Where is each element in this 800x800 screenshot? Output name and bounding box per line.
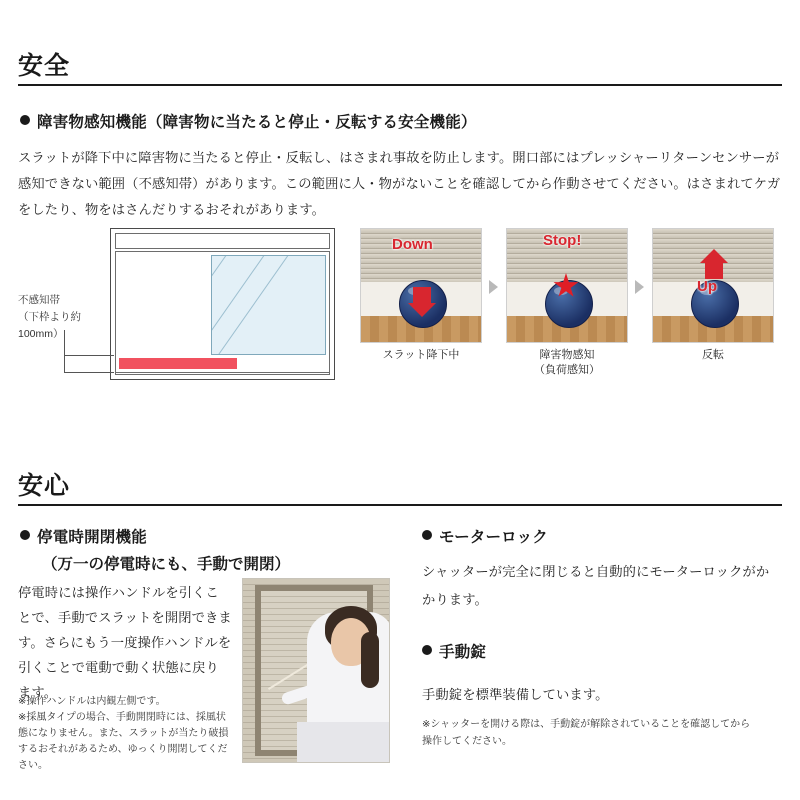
photo2-caption: 障害物感知 （負荷感知） (534, 349, 600, 376)
leader-line-vertical (64, 330, 65, 372)
bullet-dot-icon (20, 115, 30, 125)
bullet-dot-icon-4 (422, 645, 432, 655)
bullet-heading-obstacle-detection: 障害物感知機能（障害物に当たると停止・反転する安全機能） (20, 110, 477, 132)
photo-manual-operation (242, 578, 390, 763)
bullet-heading-power-failure-sub: （万一の停電時にも、手動で開閉） (42, 556, 291, 573)
woman-hair-side (361, 632, 379, 688)
section-rule-safety (18, 84, 782, 86)
bullet-heading-manual-lock: 手動錠 (422, 640, 486, 662)
power-failure-paragraph: 停電時には操作ハンドルを引くことで、手動でスラットを開閉できます。さらにもう一度操作ハンドルを引くことで電動で動く状態に戻ります。 (18, 585, 232, 700)
photo1-caption: スラット降下中 (382, 349, 460, 361)
section-heading-safety: 安全 (18, 52, 71, 80)
woman-skirt (297, 722, 389, 762)
diagram-base-line (115, 372, 330, 373)
bullet-heading-power-failure: 停電時開閉機能 (20, 525, 147, 547)
leader-line-h2 (64, 372, 114, 373)
manual-lock-paragraph: 手動錠を標準装備しています。 (422, 687, 609, 702)
power-failure-note-1: ※操作ハンドルは内観左側です。 (18, 696, 166, 707)
section-rule-relief (18, 504, 782, 506)
bullet-dot-icon-2 (20, 530, 30, 540)
photo3-caption: 反転 (702, 349, 724, 361)
photo3-arrow-shaft (705, 263, 723, 279)
diagram-slat-box (115, 233, 330, 249)
window-diagram (110, 228, 335, 380)
photo2-overlay-label: Stop! (543, 232, 582, 249)
safety-paragraph: スラットが降下中に障害物に当たると停止・反転し、はさまれ事故を防止します。開口部にはプレッシャーリターンセンサーが感知できない範囲（不感知帯）があります。この範囲に人・物がないことを確認してから作動させてください。はさまれてケガをしたり、物をはさんだりするおそれがあります。 (18, 150, 781, 217)
motor-lock-paragraph: シャッターが完全に閉じると自動的にモーターロックがかかります。 (422, 564, 770, 607)
diagram-glass (211, 255, 326, 355)
arrow-down-icon (408, 303, 436, 317)
bullet-heading-motor-lock: モーターロック (422, 525, 548, 547)
chevron-right-icon-1 (489, 280, 498, 294)
arrow-up-icon (700, 249, 728, 263)
photo3-overlay-label: Up (697, 278, 717, 295)
leader-line-h1 (64, 355, 114, 356)
photo1-overlay-label: Down (392, 236, 433, 253)
manual-lock-note: ※シャッターを開ける際は、手動錠が解除されていることを確認してから操作してください。 (422, 719, 751, 747)
power-failure-note-2: ※採風タイプの場合、手動開閉時には、採風状態になりません。また、スラットが当たり破損するおそれがあるため、ゆっくり開閉してください。 (18, 712, 229, 771)
chevron-right-icon-2 (635, 280, 644, 294)
section-heading-relief: 安心 (18, 472, 71, 500)
bullet-dot-icon-3 (422, 530, 432, 540)
photo1-arrow-shaft (413, 287, 431, 303)
diagram-dead-zone-band (119, 358, 237, 369)
dead-zone-label: 不感知帯 （下枠より約100mm） (18, 294, 81, 340)
